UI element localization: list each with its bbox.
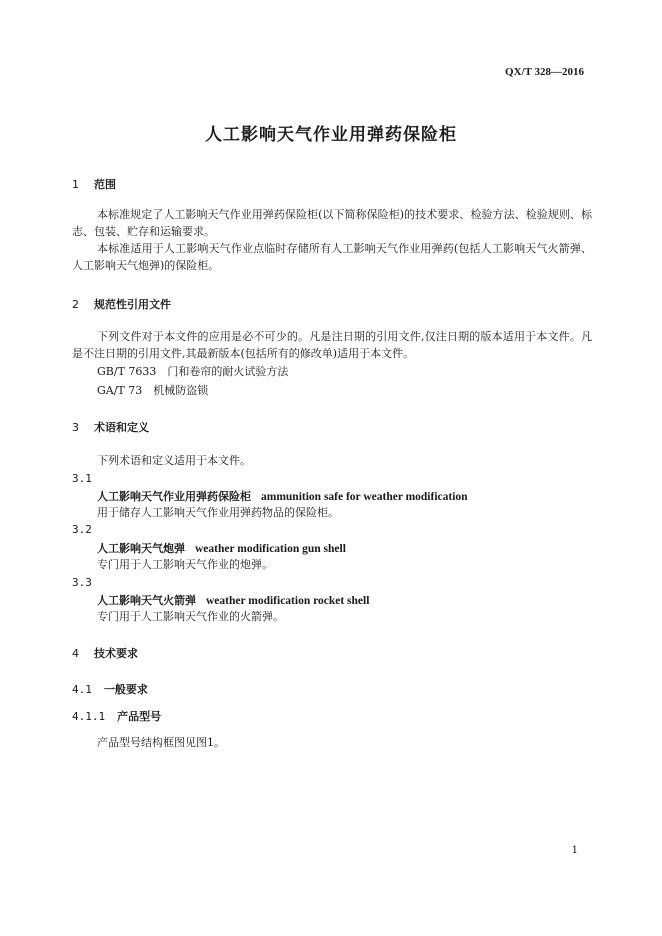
normative-reference: GB/T 7633 门和卷帘的耐火试验方法	[97, 365, 289, 378]
term-number: 3.1	[72, 472, 92, 485]
section-1-paragraph-2: 本标准适用于人工影响天气作业点临时存储所有人工影响天气作业用弹药(包括人工影响天气火箭弹、人工影响天气炮弹)的保险柜。	[72, 242, 592, 272]
subsection-number: 4.1.1	[72, 710, 106, 723]
term-entry	[97, 592, 369, 608]
section-3-intro: 下列术语和定义适用于本文件。	[97, 454, 251, 467]
section-title: 规范性引用文件	[94, 298, 171, 311]
term-number: 3.3	[72, 576, 92, 589]
subsection-4-1-heading	[72, 681, 148, 697]
term-english: ammunition safe for weather modification	[261, 491, 468, 503]
term-entry	[97, 540, 346, 556]
section-number: 4	[72, 647, 79, 660]
term-chinese: 人工影响天气炮弹	[97, 542, 185, 555]
term-entry	[97, 488, 468, 504]
normative-reference: GA/T 73 机械防盗锁	[97, 384, 209, 397]
page-title: 人工影响天气作业用弹药保险柜	[205, 125, 457, 145]
term-english: weather modification rocket shell	[206, 595, 370, 607]
term-chinese: 人工影响天气火箭弹	[97, 594, 196, 607]
term-chinese: 人工影响天气作业用弹药保险柜	[97, 490, 251, 503]
subsection-title: 产品型号	[117, 710, 162, 723]
section-number: 2	[72, 298, 79, 311]
section-1-paragraph-1: 本标准规定了人工影响天气作业用弹药保险柜(以下简称保险柜)的技术要求、检验方法、检验规则、标志、包装、贮存和运输要求。	[72, 208, 592, 238]
section-2-paragraph: 下列文件对于本文件的应用是必不可少的。凡是注日期的引用文件,仅注日期的版本适用于本文件。凡是不注日期的引用文件,其最新版本(包括所有的修改单)适用于本文件。	[72, 330, 592, 360]
term-number: 3.2	[72, 523, 92, 536]
document-number: QX/T 328—2016	[505, 66, 584, 78]
term-definition: 用于储存人工影响天气作业用弹药物品的保险柜。	[97, 506, 339, 519]
page-number: 1	[571, 845, 578, 856]
subsection-number: 4.1	[72, 683, 92, 696]
section-title: 技术要求	[94, 647, 138, 660]
subsection-title: 一般要求	[103, 683, 148, 696]
section-4-paragraph: 产品型号结构框图见图1。	[97, 736, 225, 749]
term-definition: 专门用于人工影响天气作业的炮弹。	[97, 558, 273, 571]
section-1-heading	[72, 176, 116, 192]
section-4-heading	[72, 645, 138, 661]
subsection-4-1-1-heading	[72, 708, 161, 724]
term-english: weather modification gun shell	[195, 543, 346, 555]
term-definition: 专门用于人工影响天气作业的火箭弹。	[97, 610, 284, 623]
section-3-heading	[72, 419, 149, 435]
section-2-heading	[72, 296, 171, 312]
section-number: 3	[72, 421, 79, 434]
section-title: 范围	[94, 178, 116, 191]
section-title: 术语和定义	[94, 421, 149, 434]
section-number: 1	[72, 178, 79, 191]
